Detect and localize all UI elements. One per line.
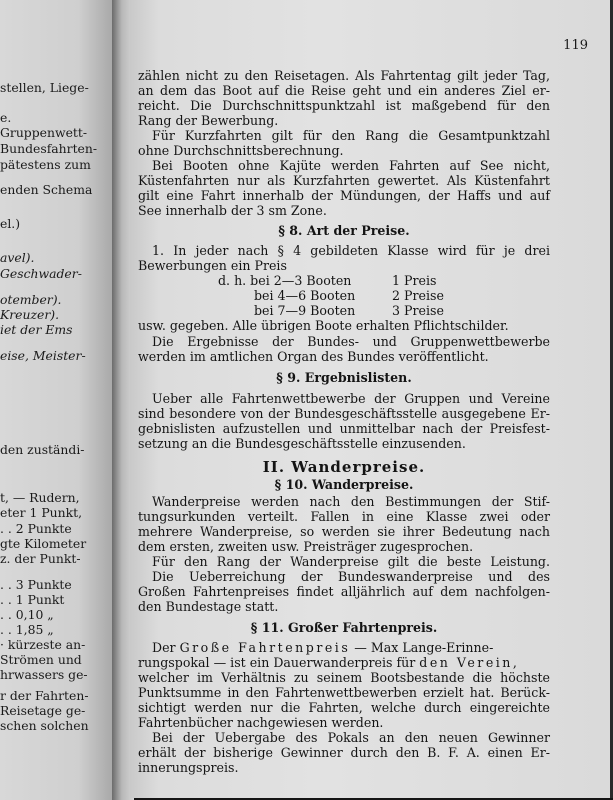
text-line: Küstenfahrten nur als Kurzfahrten gewertet. Als Küstenfahrt	[138, 173, 550, 188]
text-line: See innerhalb der 3 sm Zone.	[138, 203, 327, 218]
left-fragment: hrwassers ge-	[0, 667, 88, 682]
prize-range: bei 7—9 Booten	[254, 303, 356, 318]
text-line: sind besondere von der Bundesgeschäftsstelle ausgegebene Er-	[138, 406, 550, 421]
left-fragment: enden Schema	[0, 182, 93, 197]
prize-value: 3 Preise	[392, 303, 444, 318]
left-fragment: stellen, Liege-	[0, 80, 89, 95]
emphasis-text: Große Fahrtenpreis	[179, 640, 351, 655]
text-line: 1. In jeder nach § 4 gebildeten Klasse wird für je drei	[152, 243, 550, 258]
left-fragment: Bundesfahrten-	[0, 141, 98, 156]
left-fragment: den zuständi-	[0, 442, 85, 457]
prize-value: 1 Preis	[392, 273, 437, 288]
text-line: Fahrtenbücher nachgewiesen werden.	[138, 715, 384, 730]
text-line: Bei der Uebergabe des Pokals an den neuen Gewinner	[152, 730, 550, 745]
left-fragment: . . 0,10 „	[0, 607, 54, 622]
text-line: Bewerbungen ein Preis	[138, 258, 287, 273]
left-fragment: Gruppenwett-	[0, 125, 88, 140]
text-run: — Max Lange-Erinne-	[350, 640, 494, 655]
text-line: Die Ergebnisse der Bundes- und Gruppenwettbewerbe	[152, 334, 550, 349]
left-fragment: . . 1,85 „	[0, 622, 54, 637]
left-fragment: t, — Rudern,	[0, 490, 80, 505]
left-fragment: e.	[0, 110, 12, 125]
part-heading-II: II. Wanderpreise.	[262, 458, 426, 476]
left-fragment: gte Kilometer	[0, 536, 87, 551]
section-heading-11: § 11. Großer Fahrtenpreis.	[250, 620, 438, 635]
text-line: an dem das Boot auf die Reise geht und ein anderes Ziel er-	[138, 83, 550, 98]
text-line: usw. gegeben. Alle übrigen Boote erhalten Pflichtschilder.	[138, 318, 509, 333]
prize-range: d. h. bei 2—3 Booten	[218, 273, 352, 288]
text-line: Für den Rang der Wanderpreise gilt die beste Leistung.	[152, 554, 550, 569]
left-page	[0, 0, 114, 800]
left-fragment: eter 1 Punkt,	[0, 505, 83, 520]
text-line: sichtigt werden nur die Fahrten, welche durch eingereichte	[138, 700, 550, 715]
text-run: Der	[152, 640, 180, 655]
section-heading-8: § 8. Art der Preise.	[278, 223, 410, 238]
left-fragment: schen solchen	[0, 718, 89, 733]
text-line: mehrere Wanderpreise, so werden sie ihrer Bedeutung nach	[138, 524, 550, 539]
left-fragment: . . 2 Punkte	[0, 521, 72, 536]
text-line: zählen nicht zu den Reisetagen. Als Fahrtentag gilt jeder Tag,	[138, 68, 550, 83]
right-page	[130, 0, 613, 798]
text-line: innerungspreis.	[138, 760, 239, 775]
text-line: tungsurkunden verteilt. Fallen in eine Klasse zwei oder	[138, 509, 550, 524]
text-run: ,	[512, 655, 517, 670]
text-line: Die Ueberreichung der Bundeswanderpreise und des	[152, 569, 550, 584]
text-line: Wanderpreise werden nach den Bestimmungen der Stif-	[152, 494, 550, 509]
left-fragment: . . 3 Punkte	[0, 577, 72, 592]
text-line: ohne Durchschnittsberechnung.	[138, 143, 344, 158]
left-fragment: Reisetage ge-	[0, 703, 86, 718]
emphasis-text: den Verein	[419, 655, 513, 670]
text-line: Rang der Bewerbung.	[138, 113, 279, 128]
text-line: setzung an die Bundesgeschäftsstelle einzusenden.	[138, 436, 466, 451]
left-fragment: z. der Punkt-	[0, 551, 81, 566]
text-line	[152, 640, 550, 655]
left-fragment: pätestens zum	[0, 157, 91, 172]
text-line: werden im amtlichen Organ des Bundes veröffentlicht.	[138, 349, 489, 364]
text-line: gebnislisten aufzustellen und unmittelbar nach der Preisfest-	[138, 421, 550, 436]
left-fragment: Strömen und	[0, 652, 82, 667]
page-number: 119	[563, 38, 588, 53]
left-fragment: eise, Meister-	[0, 348, 86, 363]
left-fragment: iet der Ems	[0, 322, 73, 337]
prize-range: bei 4—6 Booten	[254, 288, 356, 303]
left-fragment: r der Fahrten-	[0, 688, 89, 703]
text-line: dem ersten, zweiten usw. Preisträger zugesprochen.	[138, 539, 474, 554]
text-line: welcher im Verhältnis zu seinem Bootsbestande die höchste	[138, 670, 550, 685]
text-line: den Bundestage statt.	[138, 599, 279, 614]
left-fragment: el.)	[0, 216, 21, 231]
left-fragment: Kreuzer).	[0, 307, 60, 322]
prize-value: 2 Preise	[392, 288, 444, 303]
text-line: erhält der bisherige Gewinner durch den B. F. A. einen Er-	[138, 745, 550, 760]
left-fragment: · kürzeste an-	[0, 637, 86, 652]
text-line: Punktsumme in den Fahrtenwettbewerben erzielt hat. Berück-	[138, 685, 550, 700]
text-line: Für Kurzfahrten gilt für den Rang die Gesamtpunktzahl	[152, 128, 550, 143]
text-line: Ueber alle Fahrtenwettbewerbe der Gruppen und Vereine	[152, 391, 550, 406]
text-run: rungspokal — ist ein Dauerwanderpreis für	[138, 655, 420, 670]
section-heading-10: § 10. Wanderpreise.	[274, 477, 414, 492]
text-line	[138, 655, 550, 670]
left-fragment: . . 1 Punkt	[0, 592, 65, 607]
text-line: Bei Booten ohne Kajüte werden Fahrten auf See nicht,	[152, 158, 550, 173]
left-fragment: otember).	[0, 292, 62, 307]
left-fragment: Geschwader-	[0, 266, 82, 281]
text-line: Großen Fahrtenpreises findet alljährlich auf dem nachfolgen-	[138, 584, 550, 599]
left-fragment: avel).	[0, 250, 35, 265]
text-line: gilt eine Fahrt innerhalb der Mündungen, der Haffs und auf	[138, 188, 550, 203]
section-heading-9: § 9. Ergebnislisten.	[276, 370, 412, 385]
text-line: reicht. Die Durchschnittspunktzahl ist maßgebend für den	[138, 98, 550, 113]
